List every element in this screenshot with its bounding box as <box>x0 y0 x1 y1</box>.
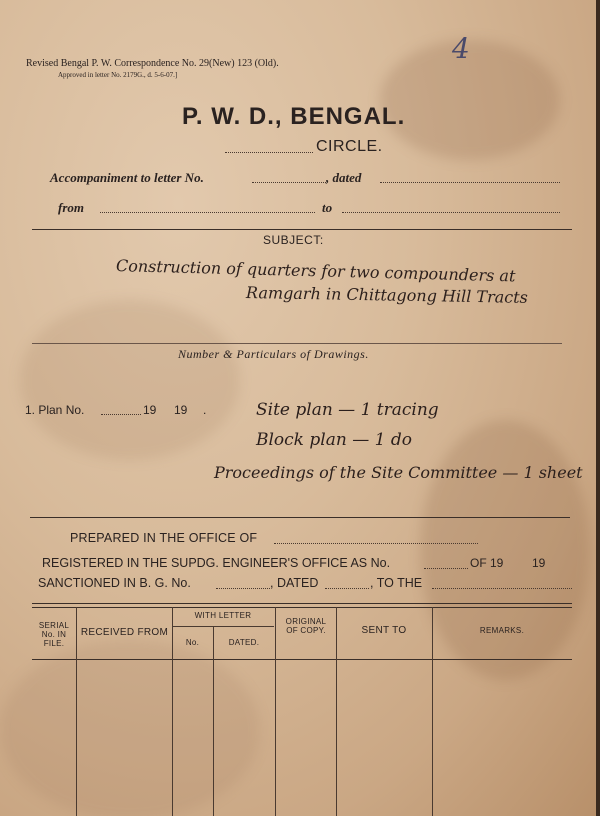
col-remarks: REMARKS. <box>479 626 525 635</box>
page-number: 4 <box>452 32 470 65</box>
subject-line-2: Ramgarh in Chittagong Hill Tracts <box>245 283 528 307</box>
col-original: ORIGINAL OF COPY. <box>285 617 327 635</box>
col-received-from: RECEIVED FROM <box>80 627 169 638</box>
subject-line-1: Construction of quarters for two compounders at <box>115 256 516 286</box>
col-with-letter: WITH LETTER <box>194 611 252 620</box>
sanctioned-to-label: , TO THE <box>370 576 423 590</box>
col-no: No. <box>185 638 200 647</box>
drawing-item-2: Block plan — 1 do <box>256 430 412 450</box>
subject-label: SUBJECT: <box>263 233 324 247</box>
col-dated: DATED. <box>228 638 260 647</box>
col-sent-to: SENT TO <box>361 625 407 636</box>
plan-prefix: 1. Plan No. <box>25 403 85 417</box>
accompaniment-label: Accompaniment to letter No. <box>50 170 204 185</box>
dated-label: , dated <box>326 170 362 185</box>
approval-line: Approved in letter No. 2179G., d. 5-6-07.] <box>58 71 178 79</box>
plan-year-2: 19 <box>174 403 188 417</box>
col-serial: SERIAL No. IN FILE. <box>38 621 70 648</box>
from-label: from <box>58 200 84 215</box>
registered-year-suffix: 19 <box>532 556 546 570</box>
drawing-item-1: Site plan — 1 tracing <box>256 400 439 420</box>
circle-label: CIRCLE. <box>316 138 383 155</box>
page-title: P. W. D., BENGAL. <box>182 103 406 130</box>
registered-of-label: OF 19 <box>470 556 504 570</box>
plan-year-1: 19 <box>143 403 157 417</box>
sanctioned-label: SANCTIONED IN B. G. No. <box>38 576 191 590</box>
drawings-heading: Number & Particulars of Drawings. <box>178 347 369 361</box>
to-label: to <box>322 200 333 215</box>
drawing-item-3: Proceedings of the Site Committee — 1 sheet <box>214 463 583 482</box>
prepared-label: PREPARED IN THE OFFICE OF <box>70 531 258 545</box>
document-page: Revised Bengal P. W. Correspondence No. 29(New) 123 (Old). Approved in letter No. 2179G., d. 5-6-07.] 4 P. W. D., BENGAL. CIRCLE. Accompaniment to letter No. , dated from to SUBJECT: Construction of quarters for two compounders at Ramgarh in Chittagong Hill Tracts Number & Particulars of Drawings. 1. Plan No. 19 19 . Site plan — 1 tracing Block plan — 1 do Proceedings of the Site Committee — 1 sheet PREPARED IN THE OFFICE OF REGISTERED IN THE SUPDG. ENGINEER'S OFFICE AS No. OF 19 19 SANCTIONED IN B. G. No. , DATED , TO THE SERIAL No. IN FILE. RECEIVED FROM WITH LETTER No. DATED. ORIGINAL OF COPY. SENT TO REMARKS. <box>0 0 596 816</box>
registered-label: REGISTERED IN THE SUPDG. ENGINEER'S OFFICE AS No. <box>42 556 391 570</box>
revision-line: Revised Bengal P. W. Correspondence No. 29(New) 123 (Old). <box>26 58 279 69</box>
sanctioned-dated-label: , DATED <box>270 576 319 590</box>
